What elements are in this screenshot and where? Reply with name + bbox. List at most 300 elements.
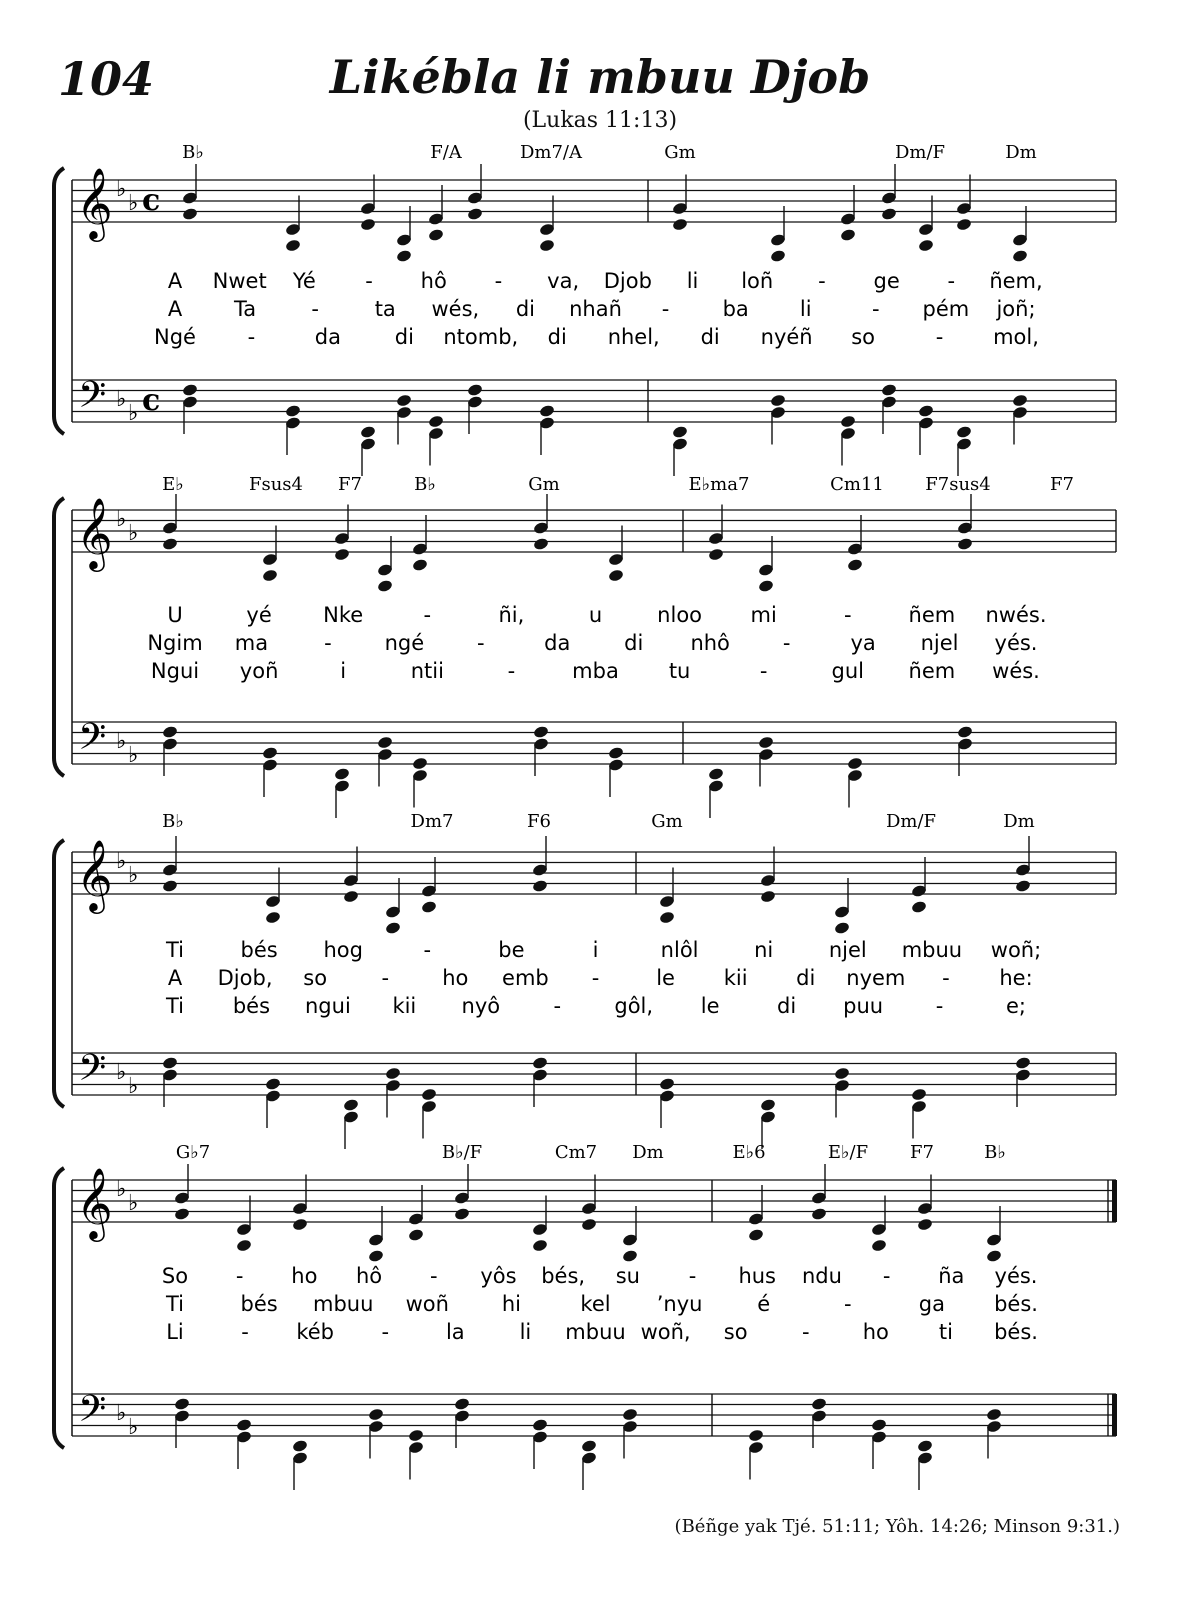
treble-note [881,207,898,221]
bass-note [871,1418,888,1432]
lyric-syllable: - [882,1264,891,1288]
lyric-syllable: kel [580,1292,611,1316]
treble-note [957,537,974,551]
lyric-syllable: - [235,1264,244,1288]
bass-note [539,404,556,418]
chord-symbol: E♭6 [732,1142,766,1163]
chord-symbol: E♭/F [827,1142,869,1163]
chord-symbol: F7 [338,474,362,495]
scripture-reference: (Lukas 11:13) [522,108,678,133]
treble-clef-icon: 𝄞 [76,496,113,569]
bass-note [533,725,550,739]
bass-note [918,404,935,418]
bass-clef-icon: 𝄢 [78,374,107,425]
lyric-syllable: - [381,966,390,990]
lyric-syllable: ntomb, [443,325,519,349]
lyric-syllable: - [942,966,950,990]
treble-note [871,1238,888,1252]
treble-clef-icon: 𝄞 [76,1166,113,1239]
lyric-syllable: bés. [994,1320,1038,1344]
chord-symbol: Dm [632,1142,664,1163]
lyric-syllable: ñi, [498,603,525,627]
lyric-syllable: Ti [165,938,185,962]
lyric-syllable: pém [922,297,970,321]
bass-note [467,383,484,397]
treble-note [986,1249,1003,1263]
treble-note [659,910,676,924]
lyric-syllable: ho [862,1320,889,1344]
system-bracket [54,840,64,1107]
lyric-syllable: ngui [305,994,351,1018]
lyric-syllable: di [394,325,414,349]
bass-note [847,756,864,770]
treble-note [622,1249,639,1263]
treble-note [454,1207,471,1221]
lyric-syllable: nyô [461,994,501,1018]
treble-note [1012,249,1029,263]
treble-note [343,889,360,903]
lyric-syllable: nwés. [985,603,1047,627]
lyric-syllable: A [167,269,183,293]
lyric-syllable: ñem [908,659,956,683]
bass-note [262,746,279,760]
bass-note [334,767,351,781]
bass-note [881,383,898,397]
lyric-syllable: gôl, [614,994,654,1018]
key-flat-icon: ♭ [128,191,139,216]
final-barline [1112,1394,1117,1436]
lyric-syllable: yé [246,603,272,627]
lyric-syllable: le [656,966,675,990]
bass-note [182,383,199,397]
lyric-syllable: nhô [690,631,730,655]
treble-note [396,249,413,263]
key-flat-icon: ♭ [116,507,127,532]
key-flat-icon: ♭ [116,729,127,754]
lyric-syllable: ge [873,269,900,293]
lyric-syllable: wés. [992,659,1040,683]
bass-note [285,404,302,418]
key-flat-icon: ♭ [128,1191,139,1216]
treble-note [760,889,777,903]
lyric-syllable: - [844,1292,852,1316]
lyric-syllable: - [423,603,432,627]
treble-note [758,579,775,593]
chord-symbol: G♭7 [175,1142,211,1163]
system-bracket [54,168,64,434]
treble-note [334,547,351,561]
bass-note [162,1056,179,1070]
treble-note [748,1228,765,1242]
treble-clef-icon: 𝄞 [76,166,113,239]
treble-note [368,1249,385,1263]
lyric-syllable: di [547,325,567,349]
lyric-syllable: ni [754,938,774,962]
system-bracket [54,1168,64,1448]
bass-note [581,1439,598,1453]
lyric-syllable: bés. [994,1292,1038,1316]
treble-note [1015,879,1032,893]
bass-note [428,414,445,428]
lyric-syllable: - [311,297,319,321]
lyric-syllable: Djob, [217,966,273,990]
chord-symbol: Dm [1003,811,1035,832]
treble-note [262,568,279,582]
treble-note [162,537,179,551]
bass-note [672,425,689,439]
lyric-syllable: mbuu [901,938,963,962]
lyric-syllable: di [796,966,816,990]
lyric-syllable: li [799,297,812,321]
chord-symbol: Cm11 [830,474,884,495]
lyric-syllable: yés. [994,1264,1038,1288]
lyric-syllable: nhel, [607,325,660,349]
lyric-syllable: ma [234,631,269,655]
treble-note [532,879,549,893]
bass-note [956,425,973,439]
treble-note [162,879,179,893]
lyric-syllable: - [507,659,516,683]
chord-symbol: Gm [651,811,683,832]
lyric-syllable: So [161,1264,189,1288]
key-flat-icon: ♭ [116,177,127,202]
lyric-syllable: - [494,269,503,293]
lyric-syllable: Ta [233,297,257,321]
treble-note [672,217,689,231]
lyric-syllable: - [247,325,256,349]
lyric-syllable: ña [938,1264,965,1288]
lyric-syllable: va, [547,269,580,293]
lyric-syllable: mbuu [312,1292,374,1316]
treble-note [174,1207,191,1221]
treble-clef-icon: 𝄞 [76,838,113,911]
hymn-title: Likébla li mbuu Djob [329,50,871,104]
chord-symbol: F6 [527,811,551,832]
lyric-syllable: di [624,631,644,655]
treble-note [533,537,550,551]
lyric-syllable: so [851,325,875,349]
chord-symbol: Dm/F [885,811,937,832]
lyric-syllable: di [700,325,720,349]
lyric-syllable: - [429,1264,438,1288]
treble-note [811,1207,828,1221]
key-flat-icon: ♭ [128,863,139,888]
lyric-syllable: le [700,994,720,1018]
bass-note [911,1087,928,1101]
lyric-syllable: e; [1006,994,1026,1018]
treble-note [840,228,857,242]
treble-note [236,1238,253,1252]
lyric-syllable: ti [938,1320,953,1344]
treble-note [412,558,429,572]
chord-symbol: B♭ [414,474,436,495]
lyric-syllable: he: [999,966,1033,990]
bass-note [454,1397,471,1411]
key-flat-icon: ♭ [128,1415,139,1440]
bass-note [608,746,625,760]
lyric-syllable: la [445,1320,465,1344]
key-flat-icon: ♭ [128,743,139,768]
lyric-syllable: bés, [541,1264,586,1288]
lyric-syllable: wés, [431,297,480,321]
treble-note [539,238,556,252]
chord-symbol: Gm [528,474,560,495]
bass-note [408,1428,425,1442]
lyric-syllable: kii [723,966,748,990]
treble-note [408,1228,425,1242]
lyric-syllable: Ti [165,1292,185,1316]
key-flat-icon: ♭ [128,1074,139,1099]
lyric-syllable: bés [240,938,278,962]
lyric-syllable: gul [831,659,865,683]
chord-symbol: Cm7 [554,1142,598,1163]
lyric-syllable: - [947,269,956,293]
lyric-syllable: ntii [410,659,444,683]
bass-note [292,1439,309,1453]
lyric-syllable: hi [501,1292,521,1316]
key-flat-icon: ♭ [116,1401,127,1426]
footer-references: (Béñge yak Tjé. 51:11; Yôh. 14:26; Minson 9:31.) [674,1516,1120,1537]
bass-note [385,1066,402,1080]
lyric-syllable: - [935,325,944,349]
lyric-syllable: - [801,1320,810,1344]
lyric-syllable: Yé [292,269,316,293]
lyric-syllable: yôs [480,1264,517,1288]
lyric-syllable: Ngim [147,631,203,655]
treble-note [421,900,438,914]
lyric-syllable: ya [850,631,876,655]
key-flat-icon: ♭ [128,401,139,426]
bass-note [343,1098,360,1112]
system-bracket [54,498,64,776]
lyric-syllable: kii [392,994,417,1018]
chord-symbol: Dm7 [410,811,454,832]
bass-note [412,756,429,770]
lyric-syllable: bés [232,994,271,1018]
lyric-syllable: - [782,631,791,655]
bass-note [236,1418,253,1432]
lyric-syllable: hô [420,269,447,293]
lyric-syllable: A [167,297,183,321]
bass-note [532,1418,549,1432]
hymn-number: 104 [58,52,155,106]
lyric-syllable: njel [920,631,959,655]
treble-note [911,900,928,914]
lyric-syllable: ñem [908,603,956,627]
lyric-syllable: da [314,325,342,349]
lyric-syllable: mi [750,603,777,627]
lyric-syllable: bés [240,1292,278,1316]
lyric-syllable: so [723,1320,748,1344]
chord-symbol: B♭ [984,1142,1006,1163]
chord-symbol: E♭ [162,474,184,495]
treble-note [770,249,787,263]
treble-note [292,1217,309,1231]
treble-note [608,568,625,582]
bass-note [377,735,394,749]
treble-note [285,238,302,252]
common-time-icon: c [142,383,161,418]
lyric-syllable: - [324,631,332,655]
lyric-syllable: A [167,966,183,990]
lyric-syllable: ngé [384,631,425,655]
treble-note [956,217,973,231]
lyric-syllable: njel [828,938,867,962]
chord-symbol: Dm7/A [519,142,583,163]
bass-note [811,1397,828,1411]
bass-note [986,1407,1003,1421]
lyric-syllable: i [340,659,347,683]
lyric-syllable: joñ; [996,297,1036,321]
lyric-syllable: Djob [603,269,652,293]
lyric-syllable: di [515,297,536,321]
lyric-syllable: - [935,994,944,1018]
chord-symbol: B♭ [162,811,184,832]
lyric-syllable: woñ; [990,938,1042,962]
lyric-syllable: - [872,297,880,321]
treble-note [847,558,864,572]
lyric-syllable: Ngé [154,325,196,349]
lyric-syllable: - [477,631,485,655]
key-flat-icon: ♭ [116,849,127,874]
treble-note [708,547,725,561]
treble-note [581,1217,598,1231]
lyric-syllable: woñ, [640,1320,691,1344]
lyric-syllable: ’nyu [656,1292,703,1316]
lyric-syllable: ñem, [989,269,1043,293]
lyric-syllable: - [241,1320,249,1344]
chord-symbol: Gm [664,142,696,163]
lyric-syllable: tu [668,659,691,683]
lyric-syllable: ga [918,1292,946,1316]
lyric-syllable: mbuu [565,1320,626,1344]
lyric-syllable: Nke [323,603,364,627]
bass-clef-icon: 𝄢 [78,1047,107,1098]
treble-note [918,238,935,252]
bass-note [396,393,413,407]
key-flat-icon: ♭ [116,1177,127,1202]
lyric-syllable: é [757,1292,771,1316]
lyric-syllable: di [777,994,797,1018]
treble-note [182,207,199,221]
lyric-syllable: so [303,966,328,990]
lyric-syllable: hog [323,938,363,962]
bass-note [760,1098,777,1112]
bass-note [1012,393,1029,407]
lyric-syllable: da [544,631,571,655]
lyric-syllable: puu [843,994,884,1018]
chord-symbol: F7 [1050,474,1074,495]
bass-note [360,425,377,439]
key-flat-icon: ♭ [128,521,139,546]
lyric-syllable: nhañ [569,297,622,321]
lyric-syllable: nyem [846,966,906,990]
lyric-syllable: - [688,1264,697,1288]
chord-symbol: B♭/F [441,1142,483,1163]
lyric-syllable: loñ [741,269,774,293]
lyric-syllable: ba [722,297,749,321]
chord-symbol: Dm/F [894,142,946,163]
lyric-syllable: Li [166,1320,184,1344]
bass-note [174,1397,191,1411]
lyric-syllable: - [591,966,600,990]
lyric-syllable: Ngui [150,659,200,683]
bass-note [834,1066,851,1080]
lyric-syllable: nloo [657,603,703,627]
lyric-syllable: - [759,659,768,683]
treble-note [428,228,445,242]
bass-note [659,1077,676,1091]
lyric-syllable: Nwet [212,269,267,293]
lyric-syllable: u [588,603,603,627]
lyric-syllable: nlôl [660,938,699,962]
chord-symbol: F/A [430,142,462,163]
chord-symbol: F7sus4 [925,474,991,495]
final-barline [1112,1180,1117,1222]
lyric-syllable: yés. [994,631,1038,655]
lyric-syllable: Ti [165,994,185,1018]
key-flat-icon: ♭ [116,387,127,412]
lyric-syllable: ta [374,297,396,321]
lyric-syllable: li [519,1320,532,1344]
treble-note [834,921,851,935]
lyric-syllable: li [686,269,699,293]
lyric-syllable: ndu [801,1264,842,1288]
treble-note [360,217,377,231]
treble-note [532,1238,549,1252]
lyric-syllable: ho [291,1264,318,1288]
bass-note [622,1407,639,1421]
lyric-syllable: mba [572,659,619,683]
bass-note [770,393,787,407]
bass-note [421,1087,438,1101]
bass-note [368,1407,385,1421]
bass-note [758,735,775,749]
key-flat-icon: ♭ [116,1060,127,1085]
bass-note [708,767,725,781]
lyric-syllable: yoñ [239,659,279,683]
lyric-syllable: - [553,994,562,1018]
bass-note [532,1056,549,1070]
bass-clef-icon: 𝄢 [78,1388,107,1439]
chord-symbol: F7 [910,1142,934,1163]
lyric-syllable: - [365,269,373,293]
lyric-syllable: su [615,1264,640,1288]
lyric-syllable: hus [738,1264,777,1288]
treble-note [377,579,394,593]
bass-note [1015,1056,1032,1070]
lyric-syllable: - [661,297,670,321]
lyric-syllable: nyéñ [760,325,813,349]
bass-note [265,1077,282,1091]
bass-note [840,414,857,428]
chord-symbol: Dm [1005,142,1037,163]
bass-note [162,725,179,739]
treble-note [467,207,484,221]
lyric-syllable: - [381,1320,390,1344]
chord-symbol: Fsus4 [248,474,304,495]
lyric-syllable: emb [502,966,549,990]
bass-clef-icon: 𝄢 [78,716,107,767]
lyric-syllable: - [844,603,852,627]
chord-symbol: E♭ma7 [688,474,750,495]
bass-note [917,1439,934,1453]
lyric-syllable: hô [355,1264,383,1288]
lyric-syllable: i [592,938,599,962]
lyric-syllable: mol, [993,325,1039,349]
lyric-syllable: woñ [405,1292,449,1316]
lyric-syllable: kéb [296,1320,335,1344]
